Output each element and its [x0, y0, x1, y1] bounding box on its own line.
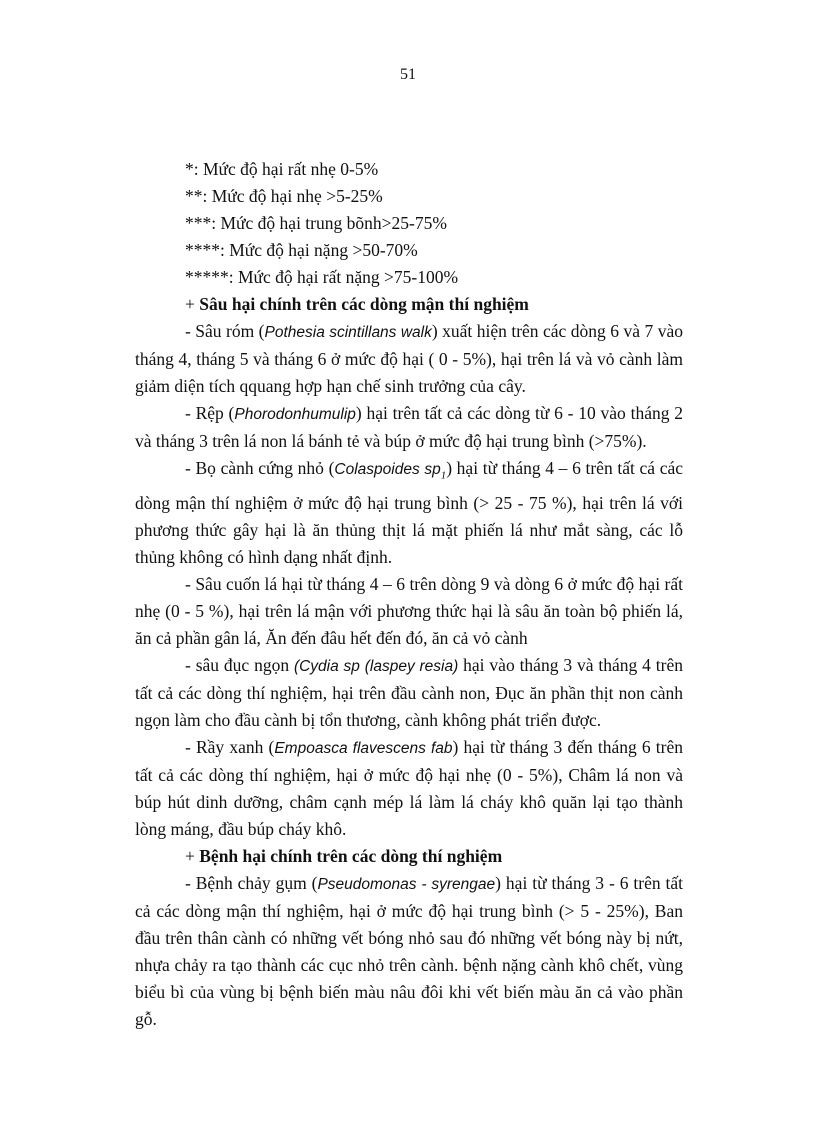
- pest-latin-subscript: 1: [440, 469, 447, 482]
- pest-latin-name: Pothesia scintillans walk: [264, 324, 432, 341]
- pest-paragraph-beetle: [135, 455, 683, 571]
- pest-text: ) hại từ tháng 3 đến tháng 6 trên tất cả các dòng thí nghiệm, hại ở mức độ hại nhẹ (0 - 5%), Châm lá non và búp hút dinh dưỡng, châm cạnh mép lá làm lá cháy khô quăn lại tạo thành lòng máng, đầu búp cháy khô.: [135, 736, 684, 839]
- pests-heading: [135, 291, 683, 318]
- pest-text: - Sâu róm (: [185, 321, 265, 341]
- pest-text: ) xuất hiện trên các dòng 6 và 7 vào tháng 4, tháng 5 và tháng 6 ở mức độ hại ( 0 - 5%), hại trên lá và vỏ cành làm giảm diện tích qquang hợp hạn chế sinh trưởng của cây.: [135, 321, 683, 396]
- pest-text: - Rầy xanh (: [185, 736, 275, 757]
- pest-text: - sâu đục ngọn: [185, 654, 294, 675]
- diseases-heading: [135, 843, 683, 870]
- pest-text: hại vào tháng 3 và tháng 4 trên tất cả các dòng thí nghiệm, hại trên đầu cành non, Đục ăn phần thịt non cành ngọn làm cho đầu cành bị tổn thương, cành không phát triển được.: [135, 654, 683, 730]
- pest-text: ) hại trên tất cả các dòng từ 6 - 10 vào tháng 2 và tháng 3 trên lá non lá bánh tẻ và búp ở mức độ hại trung bình (>75%).: [135, 403, 683, 451]
- pest-paragraph-leafhopper: [135, 734, 683, 843]
- disease-paragraph-gummosis: [135, 870, 683, 1033]
- pests-heading-prefix: +: [185, 294, 200, 314]
- disease-latin-name: Pseudomonas - syrengae: [317, 875, 496, 893]
- pest-latin-name: Colaspoides sp: [334, 461, 441, 478]
- pest-latin-name: Empoasca flavescens fab: [274, 739, 453, 757]
- legend-line-3: ***: Mức độ hại trung bõnh>25-75%: [185, 213, 447, 233]
- pests-heading-text: Sâu hại chính trên các dòng mận thí nghiệm: [199, 294, 529, 314]
- legend-line-4: ****: Mức độ hại nặng >50-70%: [185, 240, 418, 260]
- pest-paragraph-aphid: [135, 400, 683, 455]
- page-number: 51: [400, 66, 416, 83]
- legend-line-5: *****: Mức độ hại rất nặng >75-100%: [185, 267, 459, 287]
- pest-text: - Rệp (: [185, 403, 235, 423]
- pest-paragraph-caterpillar: [135, 318, 683, 400]
- diseases-heading-text: Bệnh hại chính trên các dòng thí nghiệm: [199, 845, 503, 866]
- pest-latin-name: (Cydia sp (laspey resia): [293, 657, 459, 675]
- legend-line-1: *: Mức độ hại rất nhẹ 0-5%: [185, 159, 379, 179]
- document-body: [135, 156, 683, 1033]
- pest-paragraph-leaf-roller: [135, 571, 683, 652]
- pest-text: - Sâu cuốn lá hại từ tháng 4 – 6 trên dòng 9 và dòng 6 ở mức độ hại rất nhẹ (0 - 5 %), hại trên lá mận với phương thức hại là sâu ăn toàn bộ phiến lá, ăn cả phần gân lá, Ăn đến đâu hết đến đó, ăn cả vỏ cành: [135, 573, 683, 648]
- disease-text: - Bệnh chảy gụm (: [185, 872, 318, 893]
- pest-latin-name: Phorodonhumulip: [234, 406, 356, 423]
- legend-line-2: **: Mức độ hại nhẹ >5-25%: [185, 186, 383, 206]
- pest-text: ) hại từ tháng 4 – 6 trên tất cá các dòng mận thí nghiệm ở mức độ hại trung bình (> 25 - 75 %), hại trên lá với phương thức gây hại là ăn thủng thịt lá mặt phiến lá như mắt sàng, các lỗ thủng không có hình dạng nhất định.: [135, 458, 683, 567]
- disease-text: ) hại từ tháng 3 - 6 trên tất cả các dòng mận thí nghiệm, hại ở mức độ hại trung bình (> 5 - 25%), Ban đầu trên thân cành có những vết bóng nhỏ sau đó những vết bóng này bị nứt, nhựa chảy ra tạo thành các cục nhỏ trên cành. bệnh nặng cành khô chết, vùng biểu bì của vùng bị bệnh biến màu nâu đôi khi vết biến màu ăn cả vào phần gỗ.: [135, 872, 683, 1029]
- pest-paragraph-shoot-borer: [135, 652, 683, 734]
- diseases-heading-prefix: +: [185, 845, 200, 866]
- pest-text: - Bọ cành cứng nhỏ (: [185, 458, 335, 478]
